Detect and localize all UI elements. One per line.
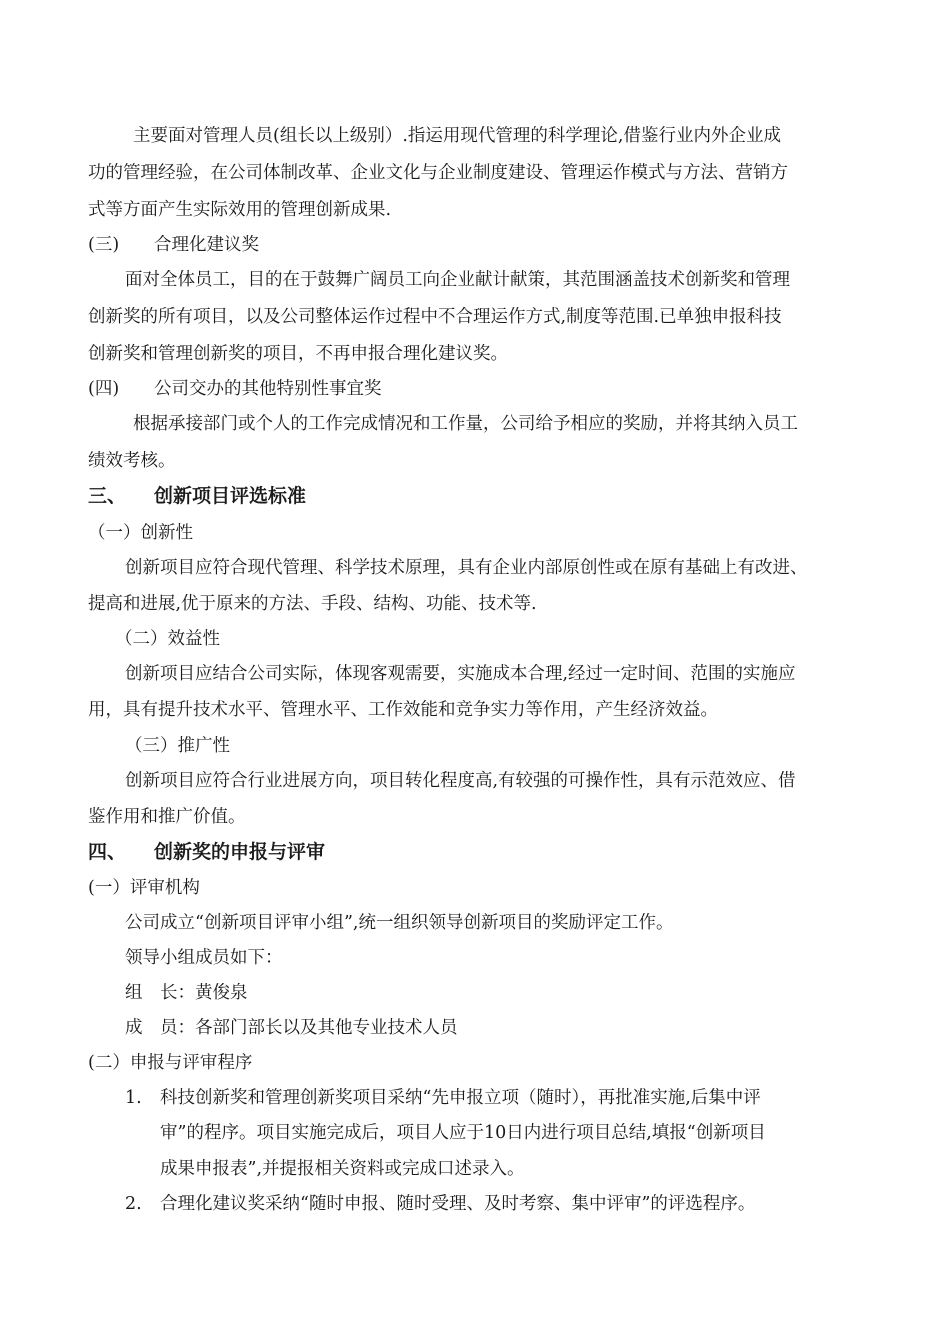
subsection-heading: (二）申报与评审程序 bbox=[88, 1053, 253, 1073]
paragraph-line: 根据承接部门或个人的工作完成情况和工作量，公司给予相应的奖励，并将其纳入员工 bbox=[133, 414, 798, 434]
section-number: 四、 bbox=[88, 841, 127, 863]
list-item-line: 审”的程序。项目实施完成后，项目人应于10日内进行项目总结,填报“创新项目 bbox=[160, 1123, 766, 1143]
paragraph-line: 功的管理经验，在公司体制改革、企业文化与企业制度建设、管理运作模式与方法、营销方 bbox=[88, 163, 788, 183]
subheading-4 bbox=[88, 377, 382, 401]
member-list: 成 员：各部门部长以及其他专业技术人员 bbox=[125, 1018, 458, 1038]
member-leader: 组 长：黄俊泉 bbox=[125, 983, 248, 1003]
paragraph-line: 创新项目应符合现代管理、科学技术原理，具有企业内部原创性或在原有基础上有改进、 bbox=[125, 558, 808, 578]
paragraph-line: 领导小组成员如下： bbox=[125, 948, 283, 968]
paragraph-line: 鉴作用和推广价值。 bbox=[88, 807, 246, 827]
paragraph-line: 主要面对管理人员(组长以上级别）.指运用现代管理的科学理论,借鉴行业内外企业成 bbox=[133, 126, 781, 146]
section-heading-3 bbox=[88, 484, 306, 508]
subheading-number: (三) bbox=[88, 235, 120, 255]
paragraph-line: 面对全体员工，目的在于鼓舞广阔员工向企业献计献策，其范围涵盖技术创新奖和管理 bbox=[125, 270, 790, 290]
subheading-text: 公司交办的其他特别性事宜奖 bbox=[154, 379, 382, 399]
paragraph-line: 创新项目应符合行业进展方向，项目转化程度高,有较强的可操作性，具有示范效应、借 bbox=[125, 771, 796, 791]
list-item-line: 合理化建议奖采纳“随时申报、随时受理、及时考察、集中评审”的评选程序。 bbox=[160, 1194, 756, 1214]
criterion-heading: （三）推广性 bbox=[125, 736, 230, 756]
section-title: 创新项目评选标准 bbox=[154, 485, 307, 507]
list-item-line: 科技创新奖和管理创新奖项目采纳“先申报立项（随时），再批准实施,后集中评 bbox=[160, 1088, 761, 1108]
criterion-heading: （一）创新性 bbox=[88, 523, 193, 543]
subsection-heading: (一）评审机构 bbox=[88, 878, 200, 898]
subheading-number: (四) bbox=[88, 379, 120, 399]
paragraph-line: 绩效考核。 bbox=[88, 451, 176, 471]
subheading-3 bbox=[88, 233, 259, 257]
criterion-heading: （二）效益性 bbox=[115, 629, 220, 649]
paragraph-line: 用，具有提升技术水平、管理水平、工作效能和竞争实力等作用，产生经济效益。 bbox=[88, 700, 718, 720]
paragraph-line: 创新奖和管理创新奖的项目，不再申报合理化建议奖。 bbox=[88, 344, 508, 364]
list-item-line: 成果申报表”,并提报相关资料或完成口述录入。 bbox=[160, 1159, 525, 1179]
section-heading-4 bbox=[88, 840, 325, 864]
section-number: 三、 bbox=[88, 485, 127, 507]
paragraph-line: 式等方面产生实际效用的管理创新成果. bbox=[88, 200, 392, 220]
paragraph-line: 提高和进展,优于原来的方法、手段、结构、功能、技术等. bbox=[88, 594, 537, 614]
list-number: 1. bbox=[125, 1088, 142, 1108]
subheading-text: 合理化建议奖 bbox=[154, 235, 259, 255]
paragraph-line: 创新项目应结合公司实际，体现客观需要，实施成本合理,经过一定时间、范围的实施应 bbox=[125, 664, 796, 684]
paragraph-line: 创新奖的所有项目，以及公司整体运作过程中不合理运作方式,制度等范围.已单独申报科技 bbox=[88, 307, 782, 327]
list-number: 2. bbox=[125, 1194, 142, 1214]
section-title: 创新奖的申报与评审 bbox=[154, 841, 326, 863]
paragraph-line: 公司成立“创新项目评审小组”,统一组织领导创新项目的奖励评定工作。 bbox=[125, 913, 674, 933]
